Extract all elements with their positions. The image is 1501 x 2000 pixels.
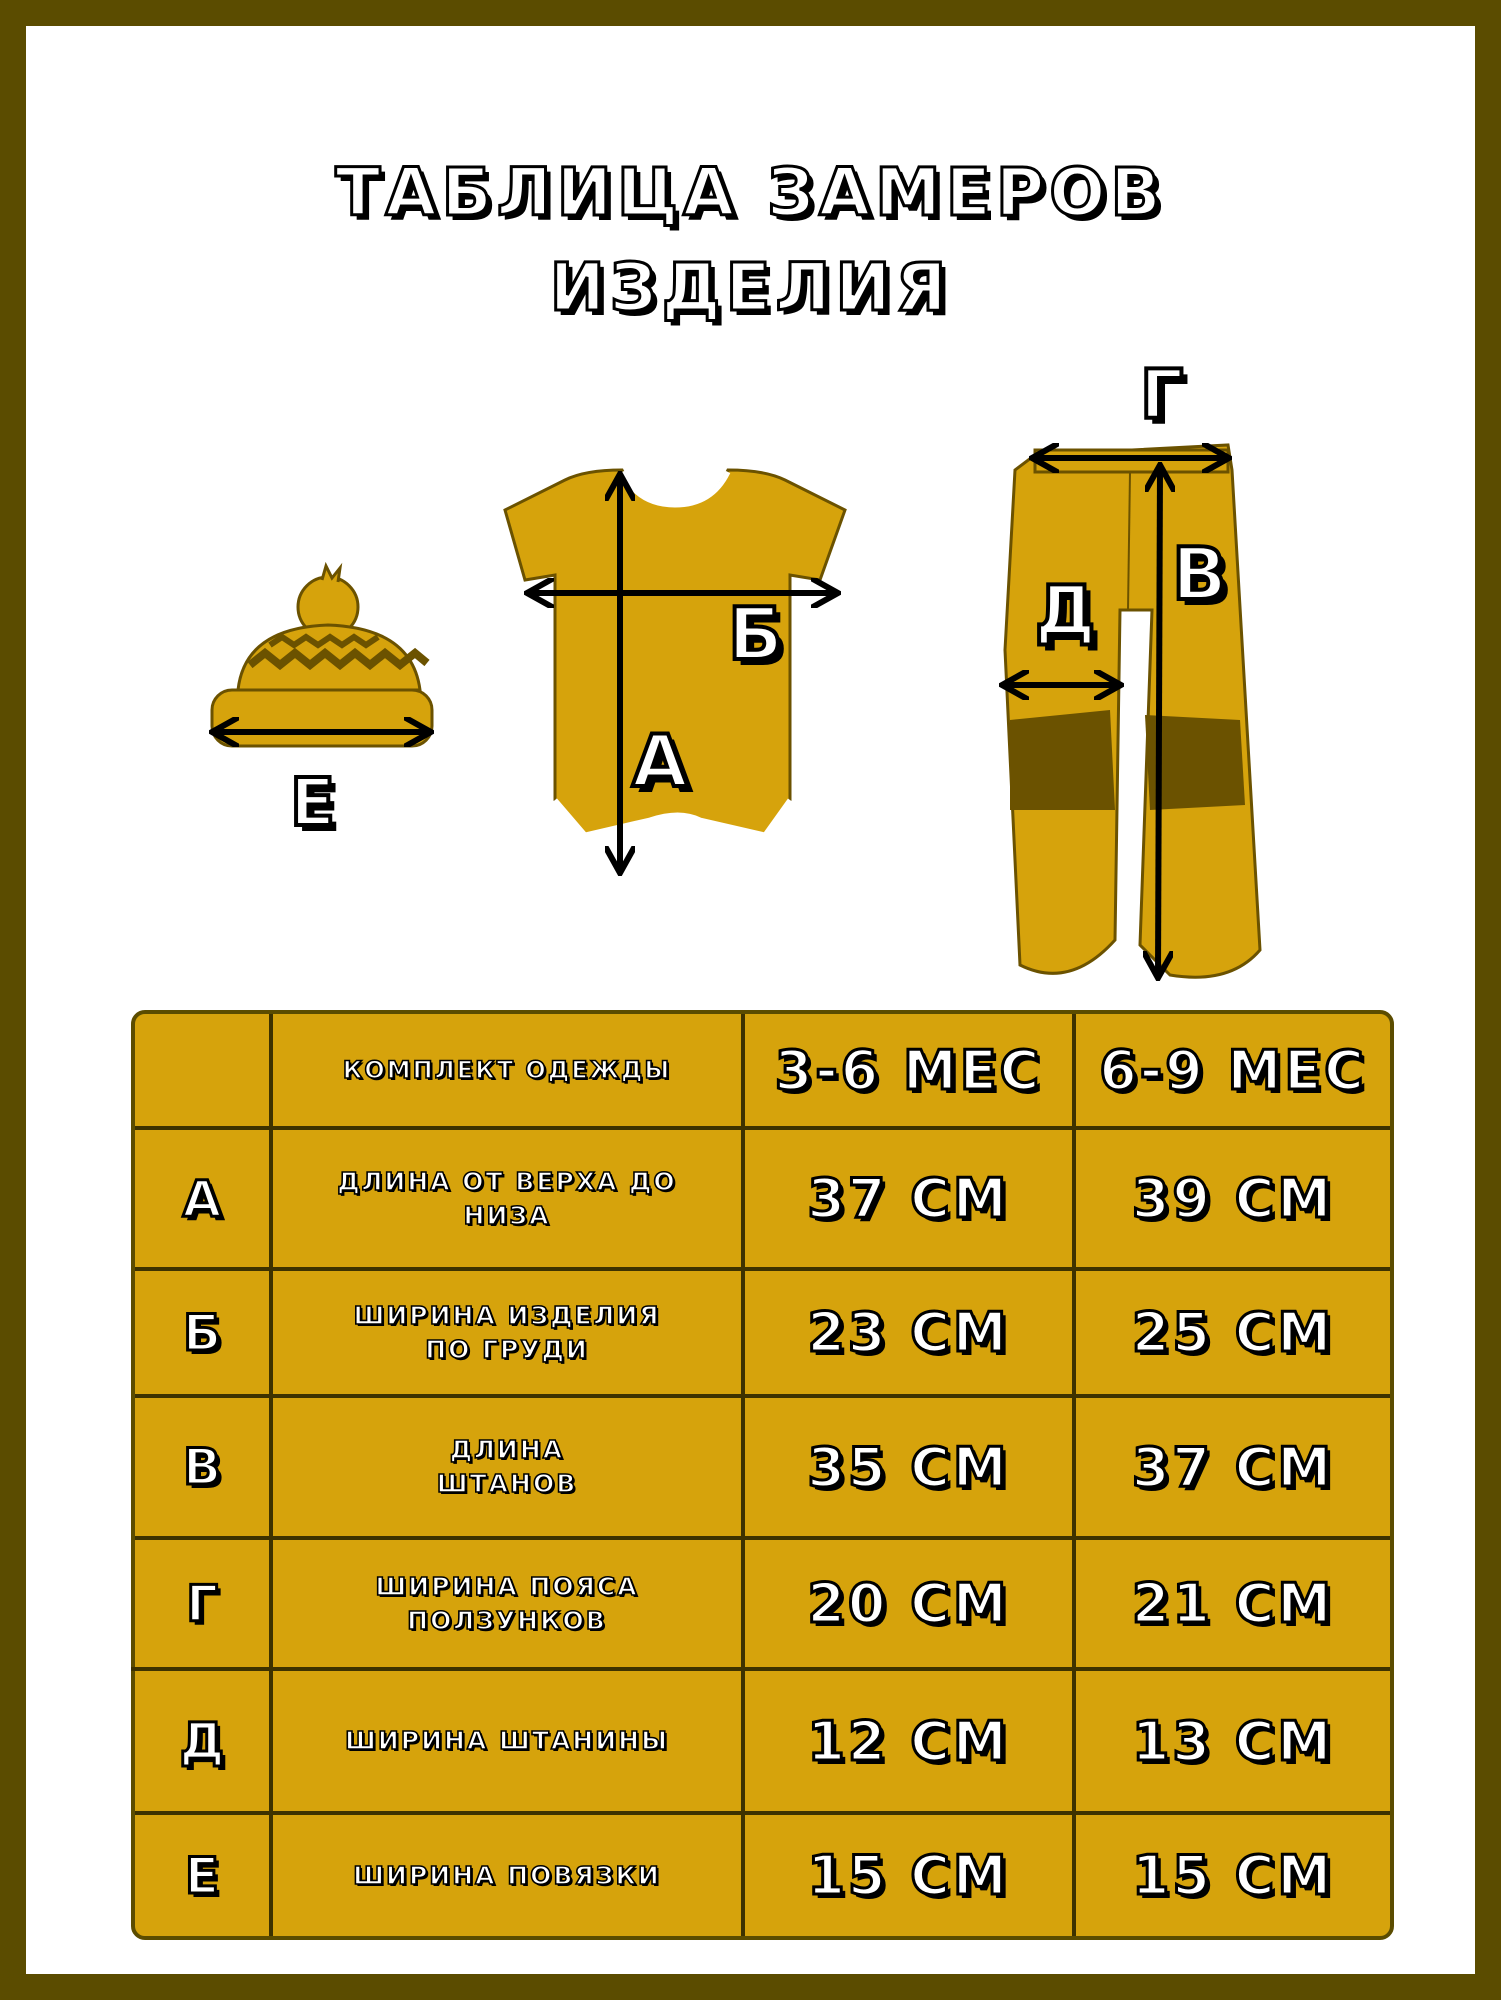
pants-drawing xyxy=(1005,445,1260,977)
row-description-line1: ШИРИНА ПОВЯЗКИ xyxy=(353,1860,661,1890)
row-value-size-1: 20 СМ xyxy=(807,1572,1010,1635)
page-title-line1: ТАБЛИЦА ЗАМЕРОВ xyxy=(335,154,1166,231)
row-value-size-1: 12 СМ xyxy=(807,1709,1010,1773)
row-letter: Б xyxy=(182,1303,222,1362)
row-value-size-2: 13 СМ xyxy=(1131,1709,1335,1773)
row-letter: Д xyxy=(179,1712,225,1770)
row-description-line2: НИЗА xyxy=(463,1200,551,1230)
row-letter: А xyxy=(182,1169,222,1228)
row-description-line1: ШИРИНА ШТАНИНЫ xyxy=(345,1726,669,1756)
row-value-size-2: 25 СМ xyxy=(1131,1301,1335,1364)
row-description xyxy=(273,1130,741,1267)
row-description-line2: ПО ГРУДИ xyxy=(425,1334,589,1364)
bodysuit-width-label: Б xyxy=(728,592,783,676)
row-value-size-1: 23 СМ xyxy=(807,1301,1010,1364)
row-description xyxy=(273,1671,741,1811)
bodysuit-drawing xyxy=(505,470,845,870)
row-description-line1: ДЛИНА xyxy=(449,1435,565,1465)
header-label: КОМПЛЕКТ ОДЕЖДЫ xyxy=(342,1055,672,1084)
header-size-2: 6-9 МЕС xyxy=(1099,1038,1367,1102)
row-description xyxy=(273,1271,741,1394)
row-value-size-2: 15 СМ xyxy=(1131,1844,1335,1907)
row-value-size-2: 21 СМ xyxy=(1131,1572,1335,1635)
row-description-line2: ПОЛЗУНКОВ xyxy=(407,1605,607,1635)
hat-drawing xyxy=(212,566,432,746)
row-description xyxy=(273,1815,741,1936)
row-letter: В xyxy=(182,1438,222,1496)
row-value-size-1: 35 СМ xyxy=(807,1435,1010,1499)
row-description xyxy=(273,1398,741,1536)
header-size-1: 3-6 МЕС xyxy=(774,1038,1043,1102)
row-value-size-2: 39 СМ xyxy=(1131,1167,1335,1230)
row-description xyxy=(273,1540,741,1667)
pants-leg-label: Д xyxy=(1035,572,1096,651)
row-description-line1: ШИРИНА ПОЯСА xyxy=(375,1571,639,1601)
row-letter: Г xyxy=(186,1574,218,1633)
row-value-size-1: 37 СМ xyxy=(807,1167,1010,1230)
bodysuit-length-label: А xyxy=(632,719,688,803)
row-letter: Е xyxy=(184,1846,220,1905)
pants-length-label: В xyxy=(1172,532,1227,616)
row-description-line1: ШИРИНА ИЗДЕЛИЯ xyxy=(353,1300,661,1330)
hat-label: Е xyxy=(290,764,336,841)
row-description-line1: ДЛИНА ОТ ВЕРХА ДО xyxy=(337,1166,677,1196)
measurement-table xyxy=(131,1010,1394,1940)
page-title-line2: ИЗДЕЛИЯ xyxy=(549,249,952,326)
row-description-line2: ШТАНОВ xyxy=(436,1469,578,1498)
row-value-size-2: 37 СМ xyxy=(1131,1435,1335,1499)
row-value-size-1: 15 СМ xyxy=(807,1844,1010,1907)
pants-waist-label: Г xyxy=(1140,356,1184,435)
